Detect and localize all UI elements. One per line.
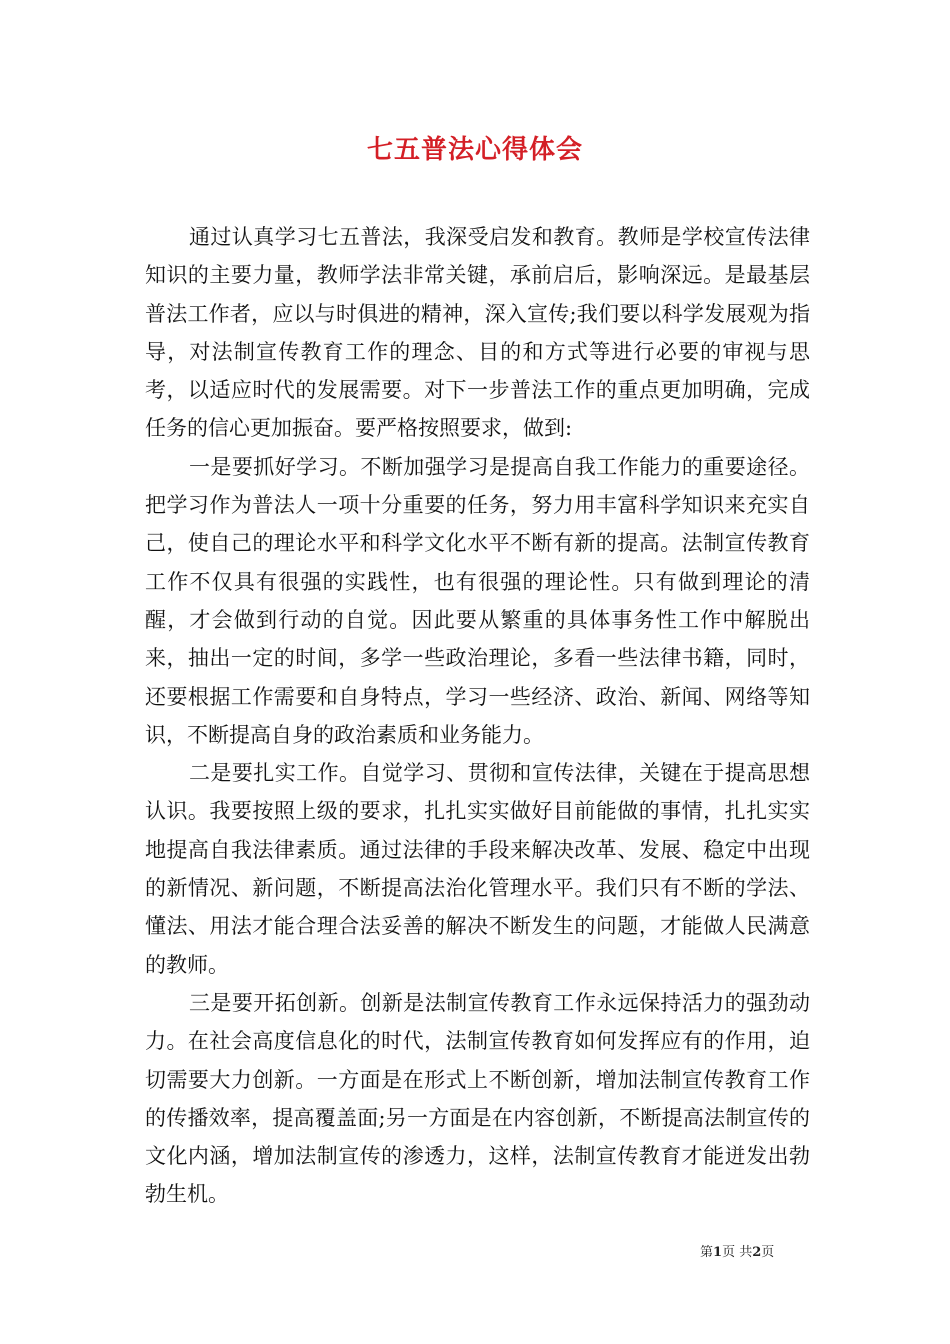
footer-prefix: 第 xyxy=(700,1245,714,1260)
paragraph-intro: 通过认真学习七五普法，我深受启发和教育。教师是学校宣传法律知识的主要力量，教师学法非常关键，承前启后，影响深远。是最基层普法工作者，应以与时俱进的精神，深入宣传;我们要以科学发展观为指导，对法制宣传教育工作的理念、目的和方式等进行必要的审视与思考，以适应时代的发展需要。对下一步普法工作的重点更加明确，完成任务的信心更加振奋。要严格按照要求，做到: xyxy=(145,225,810,441)
paragraph-work: 二是要扎实工作。自觉学习、贯彻和宣传法律，关键在于提高思想认识。我要按照上级的要求，扎扎实实做好目前能做的事情，扎扎实实地提高自我法律素质。通过法律的手段来解决改革、发展、稳定中出现的新情况、新问题，不断提高法治化管理水平。我们只有不断的学法、懂法、用法才能合理合法妥善的解决不断发生的问题，才能做人民满意的教师。 xyxy=(145,761,810,977)
page-number-footer xyxy=(700,1244,820,1262)
paragraph-innovation: 三是要开拓创新。创新是法制宣传教育工作永远保持活力的强劲动力。在社会高度信息化的时代，法制宣传教育如何发挥应有的作用，迫切需要大力创新。一方面是在形式上不断创新，增加法制宣传教育工作的传播效率，提高覆盖面;另一方面是在内容创新，不断提高法制宣传的文化内涵，增加法制宣传的渗透力，这样，法制宣传教育才能迸发出勃勃生机。 xyxy=(145,990,810,1207)
footer-middle: 页 共 xyxy=(722,1245,753,1260)
paragraph-study: 一是要抓好学习。不断加强学习是提高自我工作能力的重要途径。把学习作为普法人一项十分重要的任务，努力用丰富科学知识来充实自己，使自己的理论水平和科学文化水平不断有新的提高。法制宣传教育工作不仅具有很强的实践性，也有很强的理论性。只有做到理论的清醒，才会做到行动的自觉。因此要从繁重的具体事务性工作中解脱出来，抽出一定的时间，多学一些政治理论，多看一些法律书籍，同时，还要根据工作需要和自身特点，学习一些经济、政治、新闻、网络等知识，不断提高自身的政治素质和业务能力。 xyxy=(145,454,810,747)
document-body xyxy=(145,218,810,1214)
page-title: 七五普法心得体会 xyxy=(366,135,583,165)
footer-current-page: 1 xyxy=(713,1245,723,1260)
footer-suffix: 页 xyxy=(761,1245,775,1260)
footer-total-pages: 2 xyxy=(752,1245,762,1260)
